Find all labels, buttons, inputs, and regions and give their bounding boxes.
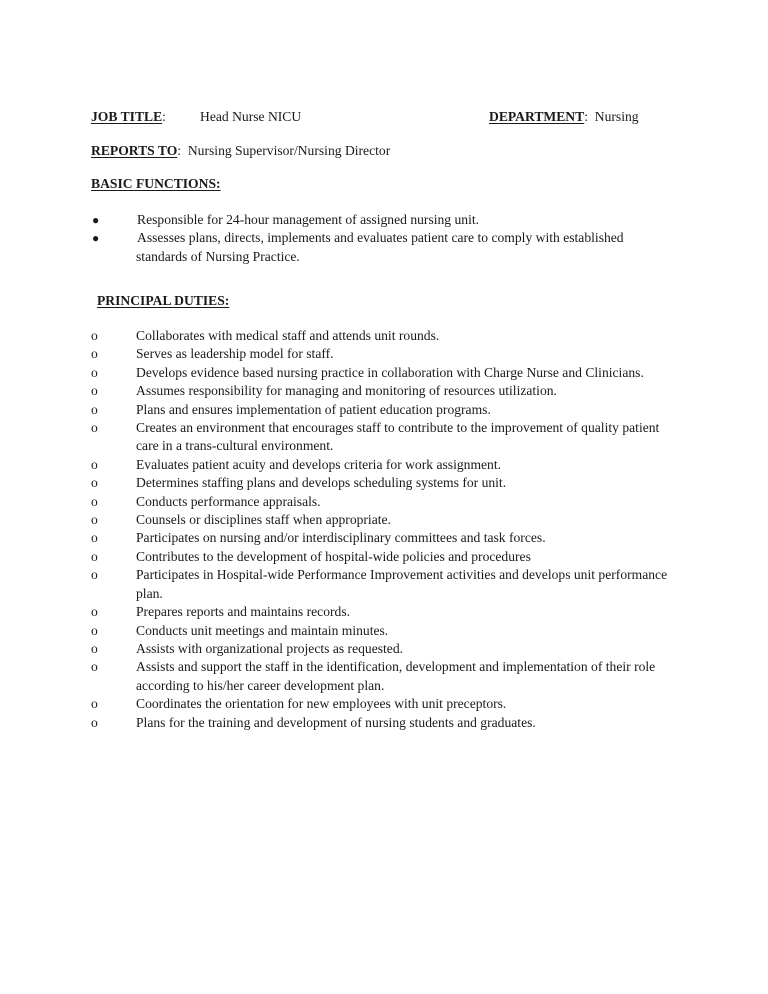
circle-bullet-icon: o xyxy=(91,420,98,436)
list-item-text: Creates an environment that encourages staff to contribute to the improvement of quality patient care in a trans-cultural environment. xyxy=(136,420,660,454)
list-item xyxy=(91,382,671,400)
list-item xyxy=(91,474,671,492)
circle-bullet-icon: o xyxy=(91,530,98,546)
circle-bullet-icon: o xyxy=(91,475,98,491)
list-item xyxy=(91,419,671,456)
list-item-text: Assesses plans, directs, implements and evaluates patient care to comply with established standards of Nursing Practice. xyxy=(136,230,624,264)
circle-bullet-icon: o xyxy=(91,604,98,620)
list-item xyxy=(91,456,671,474)
list-item xyxy=(91,529,671,547)
bullet-icon: ● xyxy=(92,231,100,246)
circle-bullet-icon: o xyxy=(91,493,98,509)
list-item xyxy=(91,658,671,695)
job-title-value: Head Nurse NICU xyxy=(200,109,302,124)
job-title-label: JOB TITLE xyxy=(91,109,163,124)
list-item xyxy=(91,603,671,621)
principal-duties-heading-row xyxy=(97,292,677,310)
list-item-text: Develops evidence based nursing practice in collaboration with Charge Nurse and Clinicians. xyxy=(136,364,644,380)
list-item-text: Plans and ensures implementation of patient education programs. xyxy=(136,401,491,417)
department-colon: : xyxy=(584,109,588,124)
list-item-text: Evaluates patient acuity and develops criteria for work assignment. xyxy=(136,456,502,472)
circle-bullet-icon: o xyxy=(91,346,98,362)
circle-bullet-icon: o xyxy=(91,714,98,730)
list-item-text: Plans for the training and development of nursing students and graduates. xyxy=(136,714,536,730)
circle-bullet-icon: o xyxy=(91,364,98,380)
circle-bullet-icon: o xyxy=(91,512,98,528)
circle-bullet-icon: o xyxy=(91,383,98,399)
list-item-text: Conducts performance appraisals. xyxy=(136,493,321,509)
list-item xyxy=(91,211,671,229)
list-item xyxy=(91,229,671,266)
circle-bullet-icon: o xyxy=(91,401,98,417)
list-item-text: Contributes to the development of hospital-wide policies and procedures xyxy=(136,548,531,564)
list-item xyxy=(91,345,671,363)
list-item xyxy=(91,511,671,529)
circle-bullet-icon: o xyxy=(91,659,98,675)
circle-bullet-icon: o xyxy=(91,548,98,564)
principal-duties-list xyxy=(91,327,671,732)
list-item-text: Serves as leadership model for staff. xyxy=(136,346,334,362)
basic-functions-list xyxy=(91,211,671,266)
list-item xyxy=(91,640,671,658)
list-item xyxy=(91,327,671,345)
basic-functions-heading: BASIC FUNCTIONS: xyxy=(91,176,221,191)
list-item xyxy=(91,364,671,382)
list-item-text: Assists and support the staff in the identification, development and implementation of their role according to his/her career development plan. xyxy=(136,659,656,693)
reports-to-value: Nursing Supervisor/Nursing Director xyxy=(187,143,391,158)
list-item xyxy=(91,714,671,732)
list-item xyxy=(91,493,671,511)
circle-bullet-icon: o xyxy=(91,456,98,472)
list-item-text: Prepares reports and maintains records. xyxy=(136,604,351,620)
list-item xyxy=(91,695,671,713)
list-item xyxy=(91,548,671,566)
department-value: Nursing xyxy=(594,109,639,124)
principal-duties-heading: PRINCIPAL DUTIES: xyxy=(97,293,230,308)
job-title-row xyxy=(91,108,671,126)
list-item-text: Conducts unit meetings and maintain minutes. xyxy=(136,622,389,638)
basic-functions-heading-row xyxy=(91,175,671,193)
list-item-text: Coordinates the orientation for new employees with unit preceptors. xyxy=(136,696,507,712)
list-item-text: Counsels or disciplines staff when appropriate. xyxy=(136,512,391,528)
list-item-text: Participates on nursing and/or interdisciplinary committees and task forces. xyxy=(136,530,546,546)
list-item-text: Collaborates with medical staff and attends unit rounds. xyxy=(136,328,440,343)
list-item-text: Assumes responsibility for managing and monitoring of resources utilization. xyxy=(136,383,557,399)
reports-to-label: REPORTS TO xyxy=(91,143,178,158)
circle-bullet-icon: o xyxy=(91,328,98,343)
job-title-colon: : xyxy=(162,109,166,124)
reports-to-colon: : xyxy=(177,143,182,158)
circle-bullet-icon: o xyxy=(91,640,98,656)
list-item-text: Participates in Hospital-wide Performance Improvement activities and develops unit performance plan. xyxy=(136,567,668,601)
circle-bullet-icon: o xyxy=(91,696,98,712)
bullet-icon: ● xyxy=(92,213,100,227)
list-item-text: Responsible for 24-hour management of assigned nursing unit. xyxy=(137,212,480,227)
list-item xyxy=(91,622,671,640)
list-item-text: Determines staffing plans and develops scheduling systems for unit. xyxy=(136,475,507,491)
list-item-text: Assists with organizational projects as requested. xyxy=(136,640,404,656)
list-item xyxy=(91,566,671,603)
department-field xyxy=(489,108,639,126)
circle-bullet-icon: o xyxy=(91,567,98,583)
reports-to-row xyxy=(91,142,671,160)
circle-bullet-icon: o xyxy=(91,622,98,638)
list-item xyxy=(91,401,671,419)
department-label: DEPARTMENT xyxy=(489,109,585,124)
